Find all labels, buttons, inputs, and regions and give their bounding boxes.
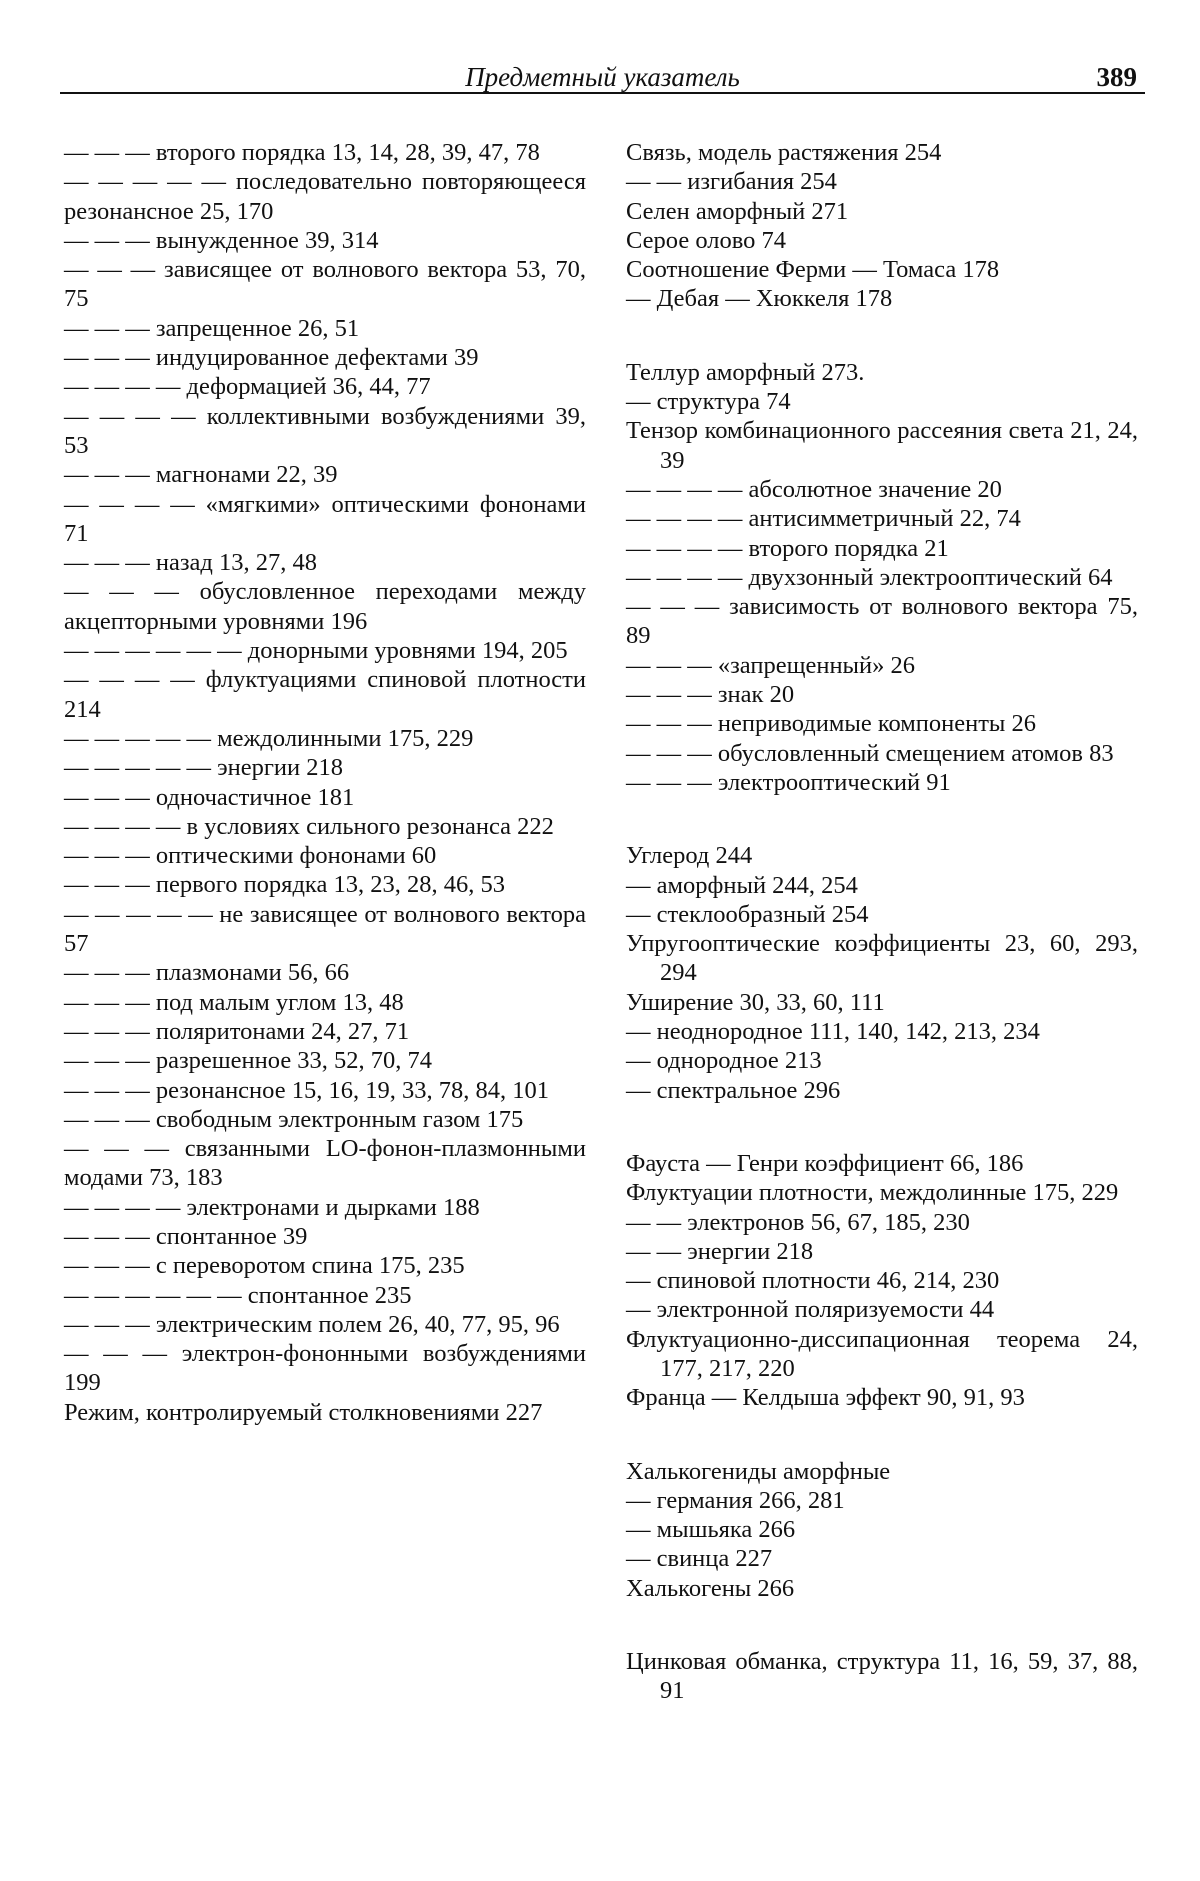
index-entry: — — — — — — спонтанное 235 xyxy=(64,1281,412,1309)
index-entry: — — — — — не зависящее от волнового вектора 57 xyxy=(64,900,586,958)
index-entry: Углерод 244 xyxy=(626,842,753,870)
group-spacer xyxy=(626,1603,1138,1647)
index-entry: — неоднородное 111, 140, 142, 213, 234 xyxy=(626,1018,1040,1046)
index-entry: — — — — — междолинными 175, 229 xyxy=(64,724,474,752)
index-entry: — — — вынужденное 39, 314 xyxy=(64,226,379,254)
group-spacer xyxy=(626,797,1138,841)
index-entry: — — — — «мягкими» оптическими фононами 71 xyxy=(64,490,586,547)
index-entry: Серое олово 74 xyxy=(626,226,786,254)
page-header xyxy=(60,48,1145,94)
index-entry: — — — — флуктуациями спиновой плотности 214 xyxy=(64,666,586,723)
index-entry: — свинца 227 xyxy=(626,1545,773,1573)
index-entry: Фауста — Генри коэффициент 66, 186 xyxy=(626,1149,1024,1177)
index-entry: — — — — двухзонный электрооптический 64 xyxy=(626,563,1113,591)
index-entry: — — — запрещенное 26, 51 xyxy=(64,314,360,342)
index-entry: Тензор комбинационного рассеяния света 21, 24, 39 xyxy=(626,417,1138,474)
index-entry: — — — неприводимые компоненты 26 xyxy=(626,710,1037,738)
page-number: 389 xyxy=(1096,62,1137,92)
index-entry: — — — «запрещенный» 26 xyxy=(626,651,915,679)
index-entry: Соотношение Ферми — Томаса 178 xyxy=(626,256,1000,284)
index-entry: — аморфный 244, 254 xyxy=(626,871,858,899)
index-entry: — электронной поляризуемости 44 xyxy=(626,1296,995,1324)
index-entry: — — — электрон-фононными возбуждениями 199 xyxy=(64,1340,586,1397)
header-rule xyxy=(60,92,1145,94)
index-entry: — — изгибания 254 xyxy=(626,168,837,196)
index-column-left xyxy=(64,138,586,1427)
index-entry: — — — зависящее от волнового вектора 53, 70, 75 xyxy=(64,256,586,313)
index-entry: Цинковая обманка, структура 11, 16, 59, 37, 88, 91 xyxy=(626,1648,1138,1705)
index-entry: Связь, модель растяжения 254 xyxy=(626,139,942,166)
index-entry: Флуктуации плотности, междолинные 175, 229 xyxy=(626,1179,1119,1207)
index-entry: — — — — — последовательно повторяющееся резонансное 25, 170 xyxy=(64,168,586,225)
index-entry: — — — — второго порядка 21 xyxy=(626,534,949,562)
index-entry: Теллур аморфный 273. xyxy=(626,358,865,386)
index-entry: — — — плазмонами 56, 66 xyxy=(64,959,350,987)
index-entry: — — — назад 13, 27, 48 xyxy=(64,549,318,577)
index-entry: — — — оптическими фононами 60 xyxy=(64,842,437,870)
index-entry: — — — свободным электронным газом 175 xyxy=(64,1105,524,1133)
index-entry: — — — — электронами и дырками 188 xyxy=(64,1193,480,1221)
index-entry: — — — индуцированное дефектами 39 xyxy=(64,344,479,372)
index-entry: — — — первого порядка 13, 23, 28, 46, 53 xyxy=(64,871,505,899)
index-entry: Режим, контролируемый столкновениями 227 xyxy=(64,1398,543,1426)
index-entry: — — — знак 20 xyxy=(626,681,795,709)
index-column-right xyxy=(626,138,1138,1706)
index-entry: — — — под малым углом 13, 48 xyxy=(64,988,404,1016)
index-entry: — — — связанными LO-фонон-плазмонными модами 73, 183 xyxy=(64,1135,586,1192)
index-entry: — — — спонтанное 39 xyxy=(64,1222,308,1250)
index-entry: Селен аморфный 271 xyxy=(626,197,849,225)
index-entry: — — — — в условиях сильного резонанса 222 xyxy=(64,812,554,840)
index-entry: — — электронов 56, 67, 185, 230 xyxy=(626,1208,970,1236)
running-title: Предметный указатель xyxy=(465,62,740,92)
group-spacer xyxy=(626,1105,1138,1149)
index-entry: — — — магнонами 22, 39 xyxy=(64,461,338,489)
index-entry: — — — — абсолютное значение 20 xyxy=(626,475,1002,503)
index-entry: — спектральное 296 xyxy=(626,1076,841,1104)
index-entry: — — — электрооптический 91 xyxy=(626,768,951,796)
index-entry: — германия 266, 281 xyxy=(626,1486,845,1514)
index-entry: — — — зависимость от волнового вектора 75, 89 xyxy=(626,593,1138,650)
index-entry: — Дебая — Хюккеля 178 xyxy=(626,285,893,313)
index-entry: — — — резонансное 15, 16, 19, 33, 78, 84, 101 xyxy=(64,1076,549,1104)
index-entry: — структура 74 xyxy=(626,388,791,416)
index-entry: — — — обусловленный смещением атомов 83 xyxy=(626,739,1114,767)
index-entry: — — — поляритонами 24, 27, 71 xyxy=(64,1017,410,1045)
index-entry: — — — электрическим полем 26, 40, 77, 95, 96 xyxy=(64,1310,560,1338)
index-entry: — спиновой плотности 46, 214, 230 xyxy=(626,1267,1000,1295)
index-entry: — — — — деформацией 36, 44, 77 xyxy=(64,373,431,401)
index-entry: — стеклообразный 254 xyxy=(626,900,869,928)
index-entry: Упругооптические коэффициенты 23, 60, 293, 294 xyxy=(626,930,1138,987)
index-entry: Франца — Келдыша эффект 90, 91, 93 xyxy=(626,1384,1025,1412)
index-entry: Халькогениды аморфные xyxy=(626,1457,891,1485)
index-entry: — — энергии 218 xyxy=(626,1237,814,1265)
index-entry: — — — — коллективными возбуждениями 39, 53 xyxy=(64,402,586,459)
index-entry: — — — — — — донорными уровнями 194, 205 xyxy=(64,637,568,665)
index-entry: — — — с переворотом спина 175, 235 xyxy=(64,1252,465,1280)
index-entry: — — — второго порядка 13, 14, 28, 39, 47, 78 xyxy=(64,139,540,166)
group-spacer xyxy=(626,1413,1138,1457)
index-entry: — — — — — энергии 218 xyxy=(64,754,344,782)
index-entry: Уширение 30, 33, 60, 111 xyxy=(626,988,885,1016)
index-entry: — — — обусловленное переходами между акцепторными уровнями 196 xyxy=(64,578,586,635)
index-entry: — однородное 213 xyxy=(626,1047,822,1075)
index-entry: — — — одночастичное 181 xyxy=(64,783,355,811)
index-entry: Халькогены 266 xyxy=(626,1574,795,1602)
index-entry: — — — разрешенное 33, 52, 70, 74 xyxy=(64,1047,433,1075)
index-entry: — — — — антисимметричный 22, 74 xyxy=(626,505,1021,533)
group-spacer xyxy=(626,314,1138,358)
index-entry: — мышьяка 266 xyxy=(626,1516,796,1544)
index-entry: Флуктуационно-диссипационная теорема 24, 177, 217, 220 xyxy=(626,1325,1138,1382)
